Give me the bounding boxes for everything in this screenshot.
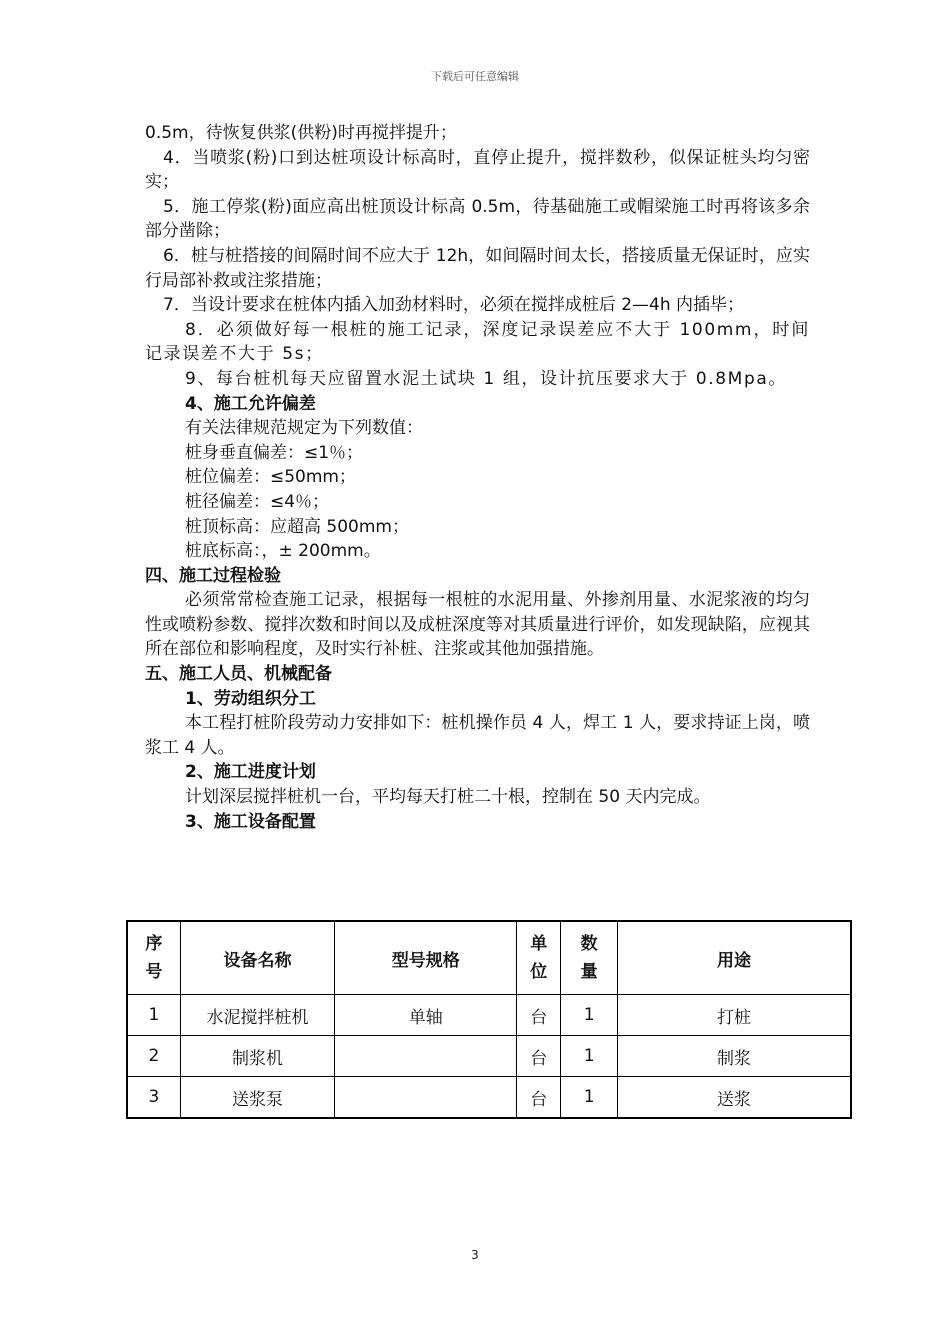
section-5-title: 五、施工人员、机械配备	[145, 664, 332, 685]
cell-model: 单轴	[335, 995, 517, 1036]
cell-seq: 1	[127, 995, 180, 1036]
header-qty: 数量	[561, 921, 618, 995]
cell-qty: 1	[561, 995, 618, 1036]
table-row	[127, 1036, 851, 1077]
tolerance-item: 桩径偏差：≤4％；	[185, 491, 330, 512]
paragraph-item-6: 6．桩与桩搭接的间隔时间不应大于 12h，如间隔时间太长，搭接质量无保证时，应实行局部补救或注浆措施；	[145, 245, 810, 291]
table-row	[127, 1077, 851, 1119]
paragraph-item-8: 8．必须做好每一根桩的施工记录，深度记录误差应不大于 100mm，时间记录误差不大于 5s；	[145, 319, 810, 365]
page-number: 3	[471, 1248, 479, 1262]
header-unit: 单位	[517, 921, 561, 995]
paragraph-item-9: 9、每台桩机每天应留置水泥土试块 1 组，设计抗压要求大于 0.8Mpa。	[185, 368, 787, 389]
header-usage: 用途	[618, 921, 851, 995]
subsection-2-body: 计划深层搅拌桩机一台，平均每天打桩二十根，控制在 50 天内完成。	[185, 787, 711, 808]
cell-name: 水泥搅拌桩机	[180, 995, 334, 1036]
tolerance-item: 桩位偏差：≤50mm；	[185, 467, 356, 488]
section-4-body: 必须常常检查施工记录，根据每一根桩的水泥用量、外掺剂用量、水泥浆液的均匀性或喷粉参数、搅拌次数和时间以及成桩深度等对其质量进行评价，如发现缺陷，应视其所在部位和影响程度，及时实行补桩、注浆或其他加强措施。	[145, 590, 810, 660]
header-model: 型号规格	[335, 921, 517, 995]
subsection-3-title: 3、施工设备配置	[185, 811, 316, 832]
cell-unit: 台	[517, 1077, 561, 1119]
cell-name: 制浆机	[180, 1036, 334, 1077]
cell-model	[335, 1077, 517, 1119]
cell-qty: 1	[561, 1077, 618, 1119]
header-seq: 序号	[127, 921, 180, 995]
paragraph-item-4: 4．当喷浆(粉)口到达桩项设计标高时，直停止提升，搅拌数秒，似保证桩头均匀密实；	[145, 147, 810, 193]
tolerance-item: 桩底标高：，± 200mm。	[185, 541, 381, 562]
cell-usage: 打桩	[618, 995, 851, 1036]
paragraph-cont: 0.5m，待恢复供浆(供粉)时再搅拌提升；	[145, 123, 457, 143]
tolerance-title: 4、施工允许偏差	[185, 393, 316, 414]
table-row	[127, 995, 851, 1036]
cell-usage: 制浆	[618, 1036, 851, 1077]
tolerance-intro: 有关法律规范规定为下列数值：	[185, 418, 423, 439]
document-body	[145, 121, 810, 834]
page-header: 下载后可任意编辑	[431, 70, 519, 83]
cell-seq: 2	[127, 1036, 180, 1077]
paragraph-item-7: 7．当设计要求在桩体内插入加劲材料时，必须在搅拌成桩后 2—4h 内插毕；	[163, 295, 745, 316]
equipment-table	[126, 920, 852, 1119]
cell-name: 送浆泵	[180, 1077, 334, 1119]
subsection-2-title: 2、施工进度计划	[185, 762, 316, 783]
cell-unit: 台	[517, 995, 561, 1036]
subsection-1-title: 1、劳动组织分工	[185, 688, 316, 709]
tolerance-item: 桩顶标高：应超高 500mm；	[185, 516, 409, 537]
section-4-title: 四、施工过程检验	[145, 565, 281, 586]
paragraph-item-5: 5．施工停浆(粉)面应高出桩顶设计标高 0.5m，待基础施工或帽梁施工时再将该多余部分凿除；	[145, 196, 810, 242]
tolerance-item: 桩身垂直偏差：≤1％；	[185, 442, 364, 463]
cell-seq: 3	[127, 1077, 180, 1119]
table-header-row	[127, 921, 851, 995]
cell-qty: 1	[561, 1036, 618, 1077]
cell-model	[335, 1036, 517, 1077]
subsection-1-body: 本工程打桩阶段劳动力安排如下：桩机操作员 4 人，焊工 1 人，要求持证上岗，喷浆工 4 人。	[145, 713, 810, 758]
cell-unit: 台	[517, 1036, 561, 1077]
cell-usage: 送浆	[618, 1077, 851, 1119]
header-name: 设备名称	[180, 921, 334, 995]
